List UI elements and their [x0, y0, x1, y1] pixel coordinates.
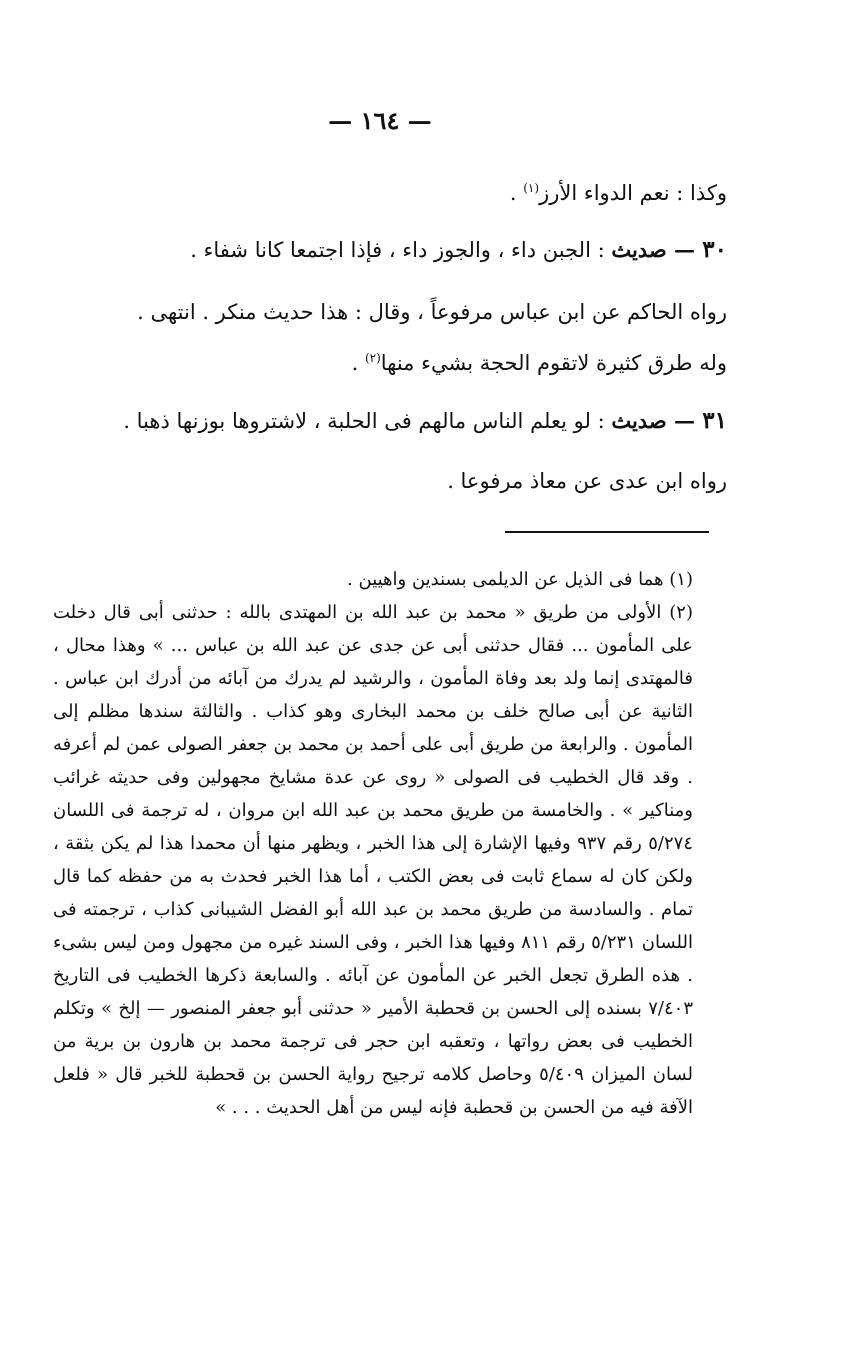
hadith-30: [190, 235, 727, 265]
footnote-2: (٢) الأولى من طريق « محمد بن عبد الله بن المهتدى بالله : حدثنى أبى قال دخلت على المأمون ... فقال حدثنى أبى عن جدى عن عبد الله بن عباس ... » وهذا محال ، فالمهتدى إنما ولد بعد وفاة المأمون ، والرشيد لم يدرك من آبائه من أدرك ابن عباس . الثانية عن أبى صالح خلف بن محمد البخارى وهو كذاب . والثالثة سندها مظلم إلى المأمون . والرابعة من طريق أبى على أحمد بن محمد بن جعفر الصولى عمن لم أعرفه . وقد قال الخطيب فى الصولى « روى عن عدة مشايخ مجهولين وفى حديثه غرائب ومناكير » . والخامسة من طريق محمد بن عبد الله ابن مروان ، له ترجمة فى اللسان ٥/٢٧٤ رقم ٩٣٧ وفيها الإشارة إلى هذا الخبر ، ويظهر منها أن محمدا هذا لم يكن بثقة ، ولكن كان له سماع ثابت فى بعض الكتب ، أما هذا الخبر فحدث به من حفظه كما قال تمام . والسادسة من طريق محمد بن عبد الله أبو الفضل الشيبانى كذاب ، ترجمته فى اللسان ٥/٢٣١ رقم ٨١١ وفيها هذا الخبر ، وفى السند غيره من مجهول ومن ليس بشىء . هذه الطرق تجعل الخبر عن المأمون عن آبائه . والسابعة ذكرها الخطيب فى التاريخ ٧/٤٠٣ بسنده إلى الحسن بن قحطبة الأمير « حدثنى أبو جعفر المنصور — إلخ » وتكلم الخطيب فى بعض رواتها ، وتعقبه ابن حجر فى ترجمة محمد بن هارون بن برية من لسان الميزان ٥/٤٠٩ وحاصل كلامه ترجيح رواية الحسن بن قحطبة للخبر قال « فلعل الآفة فيه من الحسن بن قحطبة فإنه ليس من أهل الحديث . . . »: [53, 602, 693, 1118]
footnote-1: (١) هما فى الذيل عن الديلمى بسندين واهيين .: [347, 569, 693, 590]
hadith-30-number: ٣٠: [702, 236, 727, 263]
turuq-text: وله طرق كثيرة لاتقوم الحجة بشيء منها: [380, 351, 727, 375]
turuq-line: [352, 343, 727, 378]
line-kadha: [510, 173, 727, 208]
line-kadha-end: .: [509, 181, 524, 205]
narration-31: رواه ابن عدى عن معاذ مرفوعا .: [447, 469, 727, 493]
footnote-divider: [505, 531, 709, 533]
hadith-31-text: : لو يعلم الناس مالهم فى الحلبة ، لاشتروها بوزنها ذهبا .: [123, 409, 612, 433]
footnotes: [53, 563, 693, 1124]
line-kadha-text: وكذا : نعم الدواء الأرز: [539, 181, 727, 205]
footnote-ref-1: (١): [523, 181, 540, 195]
turuq-end: .: [351, 351, 365, 375]
footnote-ref-2: (٢): [364, 351, 381, 365]
hadith-30-label: — صديث: [611, 237, 703, 262]
hadith-31: [123, 406, 727, 436]
page-number: — ١٦٤ —: [328, 106, 432, 135]
narration-30: رواه الحاكم عن ابن عباس مرفوعاً ، وقال : هذا حديث منكر . انتهى .: [137, 300, 727, 324]
hadith-31-label: — صديث: [611, 408, 703, 433]
hadith-30-text: : الجبن داء ، والجوز داء ، فإذا اجتمعا كانا شفاء .: [190, 238, 612, 262]
hadith-31-number: ٣١: [702, 407, 727, 434]
